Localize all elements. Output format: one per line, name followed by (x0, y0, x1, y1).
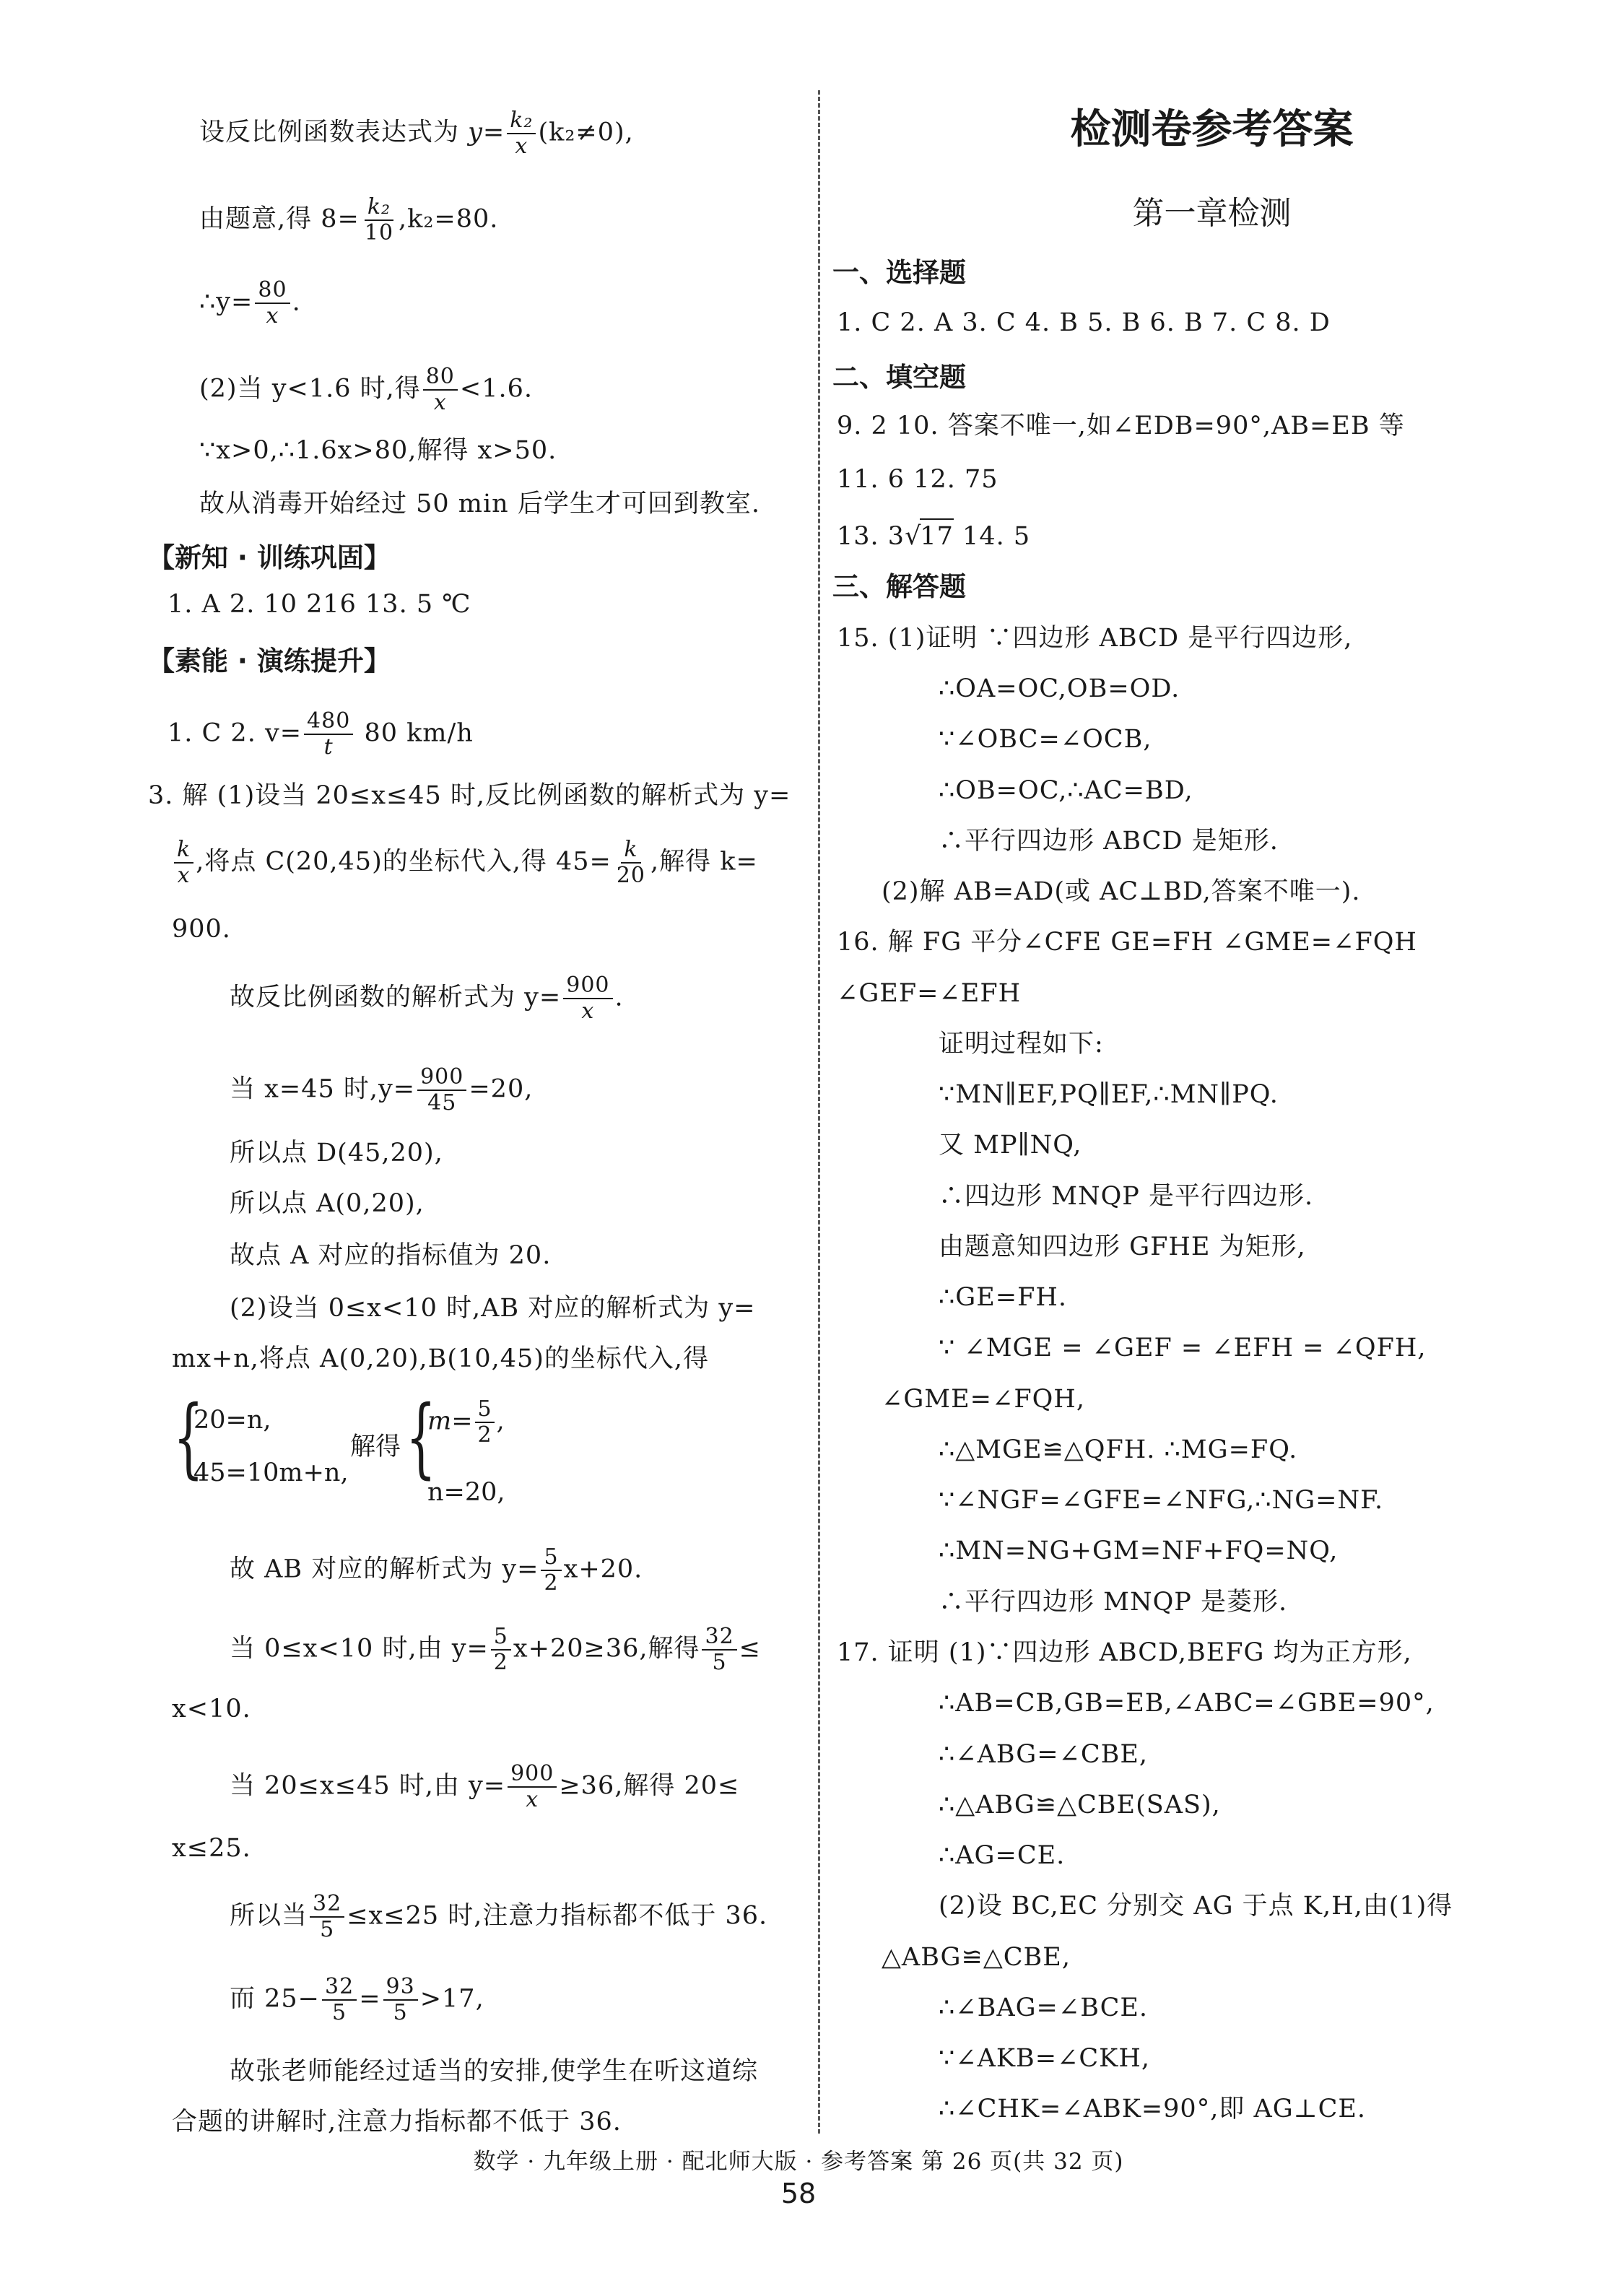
q17-line-3: ∴∠ABG=∠CBE, (939, 1740, 1149, 1769)
line-point-d: 所以点 D(45,20), (230, 1139, 443, 1167)
section-heading-ability: 【素能 · 演练提升】 (148, 645, 391, 677)
q15-line-5: ∴平行四边形 ABCD 是矩形. (939, 827, 1279, 856)
line-given: 由题意,得 8= $\frac{\text{k₂}}{10}$ ,k₂=80. (199, 194, 499, 245)
q17-line-10: ∴∠CHK=∠ABK=90°,即 AG⊥CE. (939, 2095, 1367, 2123)
line-range-2-end: x≤25. (172, 1834, 251, 1863)
q17-line-2: ∴AB=CB,GB=EB,∠ABC=∠GBE=90°, (939, 1689, 1435, 1718)
q16-line-10: ∠GME=∠FQH, (882, 1385, 1085, 1414)
q16-line-7: 由题意知四边形 GFHE 为矩形, (939, 1232, 1306, 1261)
q16-line-2: ∠GEF=∠EFH (837, 979, 1022, 1008)
line-answers-1: 1. A 2. 10 216 13. 5 ℃ (167, 590, 471, 619)
q17-line-4: ∴△ABG≌△CBE(SAS), (939, 1791, 1221, 1819)
section-heading-new-knowledge: 【新知 · 训练巩固】 (148, 542, 391, 573)
q15-line-2: ∴OA=OC,OB=OD. (939, 674, 1180, 703)
line-point-a: 所以点 A(0,20), (230, 1189, 425, 1218)
q16-line-12: ∵∠NGF=∠GFE=∠NFG,∴NG=NF. (939, 1486, 1384, 1515)
q17-line-6: (2)设 BC,EC 分别交 AG 于点 K,H,由(1)得 (939, 1892, 1453, 1921)
line-inverse-expression: 故反比例函数的解析式为 y= $\frac{900}{x}$ . (230, 973, 624, 1024)
line-range-1: 当 0≤x<10 时,由 y= $\frac{5}{2}$ x+20≥36,解得 $\frac{32}{5}$ ≤ (230, 1624, 761, 1675)
page-number: 58 (780, 2178, 817, 2209)
line-index-a: 故点 A 对应的指标值为 20. (230, 1241, 552, 1270)
q17-line-7: △ABG≌△CBE, (882, 1943, 1071, 1972)
line-solve: ∵x>0,∴1.6x>80,解得 x>50. (199, 436, 557, 465)
section-fill: 二、填空题 (832, 362, 966, 393)
line-900: 900. (172, 915, 231, 944)
line-result-y: ∴y= $\frac{80}{x}$ . (199, 277, 301, 329)
section-solve: 三、解答题 (832, 571, 966, 602)
q16-line-3: 证明过程如下: (939, 1030, 1104, 1058)
line-final-2: 合题的讲解时,注意力指标都不低于 36. (172, 2108, 622, 2136)
fill-answers-3: 13. 3√17 14. 5 (837, 518, 1030, 552)
system-sol-2: n=20, (427, 1478, 505, 1507)
system-eq-2: 45=10m+n, (193, 1458, 349, 1487)
chapter-subtitle: 第一章检测 (1132, 195, 1292, 232)
q15-line-1: 15. (1)证明 ∵四边形 ABCD 是平行四边形, (837, 624, 1353, 653)
q15-line-3: ∵∠OBC=∠OCB, (939, 725, 1152, 754)
q16-line-4: ∵MN∥EF,PQ∥EF,∴MN∥PQ. (939, 1080, 1279, 1109)
q16-line-1: 16. 解 FG 平分∠CFE GE=FH ∠GME=∠FQH (837, 928, 1417, 957)
line-x45: 当 x=45 时,y= $\frac{900}{45}$ =20, (230, 1064, 534, 1116)
right-brace: { (406, 1388, 436, 1488)
page-title: 检测卷参考答案 (1070, 106, 1354, 153)
line-answers-2: 1. C 2. v= $\frac{480}{t}$ 80 km/h (167, 708, 474, 760)
q15-line-6: (2)解 AB=AD(或 AC⊥BD,答案不唯一). (882, 877, 1361, 906)
line-range-2: 当 20≤x≤45 时,由 y= $\frac{900}{x}$ ≥36,解得 20≤ (230, 1761, 740, 1812)
line-part2-setup: (2)设当 0≤x<10 时,AB 对应的解析式为 y= (230, 1294, 756, 1323)
line-substitute: mx+n,将点 A(0,20),B(10,45)的坐标代入,得 (172, 1344, 710, 1373)
system-sol-1: m= $\frac{5}{2}$ , (427, 1396, 505, 1448)
q17-line-1: 17. 证明 (1)∵四边形 ABCD,BEFG 均为正方形, (837, 1638, 1412, 1667)
q16-line-11: ∴△MGE≌△QFH. ∴MG=FQ. (939, 1435, 1298, 1464)
line-inverse-function-setup: 设反比例函数表达式为 y= $\frac{\text{k₂}}{x}$ (k₂≠0), (199, 108, 634, 159)
system-solve-label: 解得 (350, 1432, 401, 1461)
line-q3-start: 3. 解 (1)设当 20≤x≤45 时,反比例函数的解析式为 y= (148, 781, 791, 810)
choice-answers: 1. C 2. A 3. C 4. B 5. B 6. B 7. C 8. D (837, 308, 1331, 337)
q16-line-8: ∴GE=FH. (939, 1283, 1068, 1312)
q15-line-4: ∴OB=OC,∴AC=BD, (939, 776, 1193, 805)
q16-line-5: 又 MP∥NQ, (939, 1131, 1082, 1160)
line-q3-cont: $\frac{k}{x}$ ,将点 C(20,45)的坐标代入,得 45= $\frac{k}{20}$ ,解得 k= (172, 838, 758, 888)
fraction: $\frac{\text{k₂}}{x}$ (507, 108, 536, 159)
column-divider (818, 90, 820, 2134)
line-combined-range: 所以当 $\frac{32}{5}$ ≤x≤25 时,注意力指标都不低于 36. (230, 1891, 768, 1942)
line-part2: (2)当 y<1.6 时,得 $\frac{80}{x}$ <1.6. (199, 364, 534, 415)
system-eq-1: 20=n, (193, 1406, 271, 1435)
q17-line-5: ∴AG=CE. (939, 1841, 1066, 1870)
page-footer: 数学 · 九年级上册 · 配北师大版 · 参考答案 第 26 页(共 32 页) (473, 2149, 1124, 2175)
q17-line-8: ∴∠BAG=∠BCE. (939, 1993, 1149, 2022)
line-conclusion: 故从消毒开始经过 50 min 后学生才可回到教室. (199, 490, 760, 518)
left-brace: { (173, 1388, 204, 1488)
q16-line-14: ∴平行四边形 MNQP 是菱形. (939, 1588, 1288, 1617)
fill-answers-1: 9. 2 10. 答案不唯一,如∠EDB=90°,AB=EB 等 (837, 412, 1405, 440)
q17-line-9: ∵∠AKB=∠CKH, (939, 2044, 1150, 2073)
line-final-1: 故张老师能经过适当的安排,使学生在听这道综 (230, 2057, 759, 2086)
line-difference: 而 25− $\frac{32}{5}$ = $\frac{93}{5}$ >17, (230, 1974, 484, 2025)
q16-line-6: ∴四边形 MNQP 是平行四边形. (939, 1182, 1314, 1211)
q16-line-9: ∵ ∠MGE = ∠GEF = ∠EFH = ∠QFH, (939, 1334, 1427, 1362)
q16-line-13: ∴MN=NG+GM=NF+FQ=NQ, (939, 1536, 1339, 1565)
line-range-1-end: x<10. (172, 1695, 251, 1723)
section-choice: 一、选择题 (832, 257, 966, 288)
fill-answers-2: 11. 6 12. 75 (837, 465, 998, 494)
line-ab-expression: 故 AB 对应的解析式为 y= $\frac{5}{2}$ x+20. (230, 1544, 643, 1596)
